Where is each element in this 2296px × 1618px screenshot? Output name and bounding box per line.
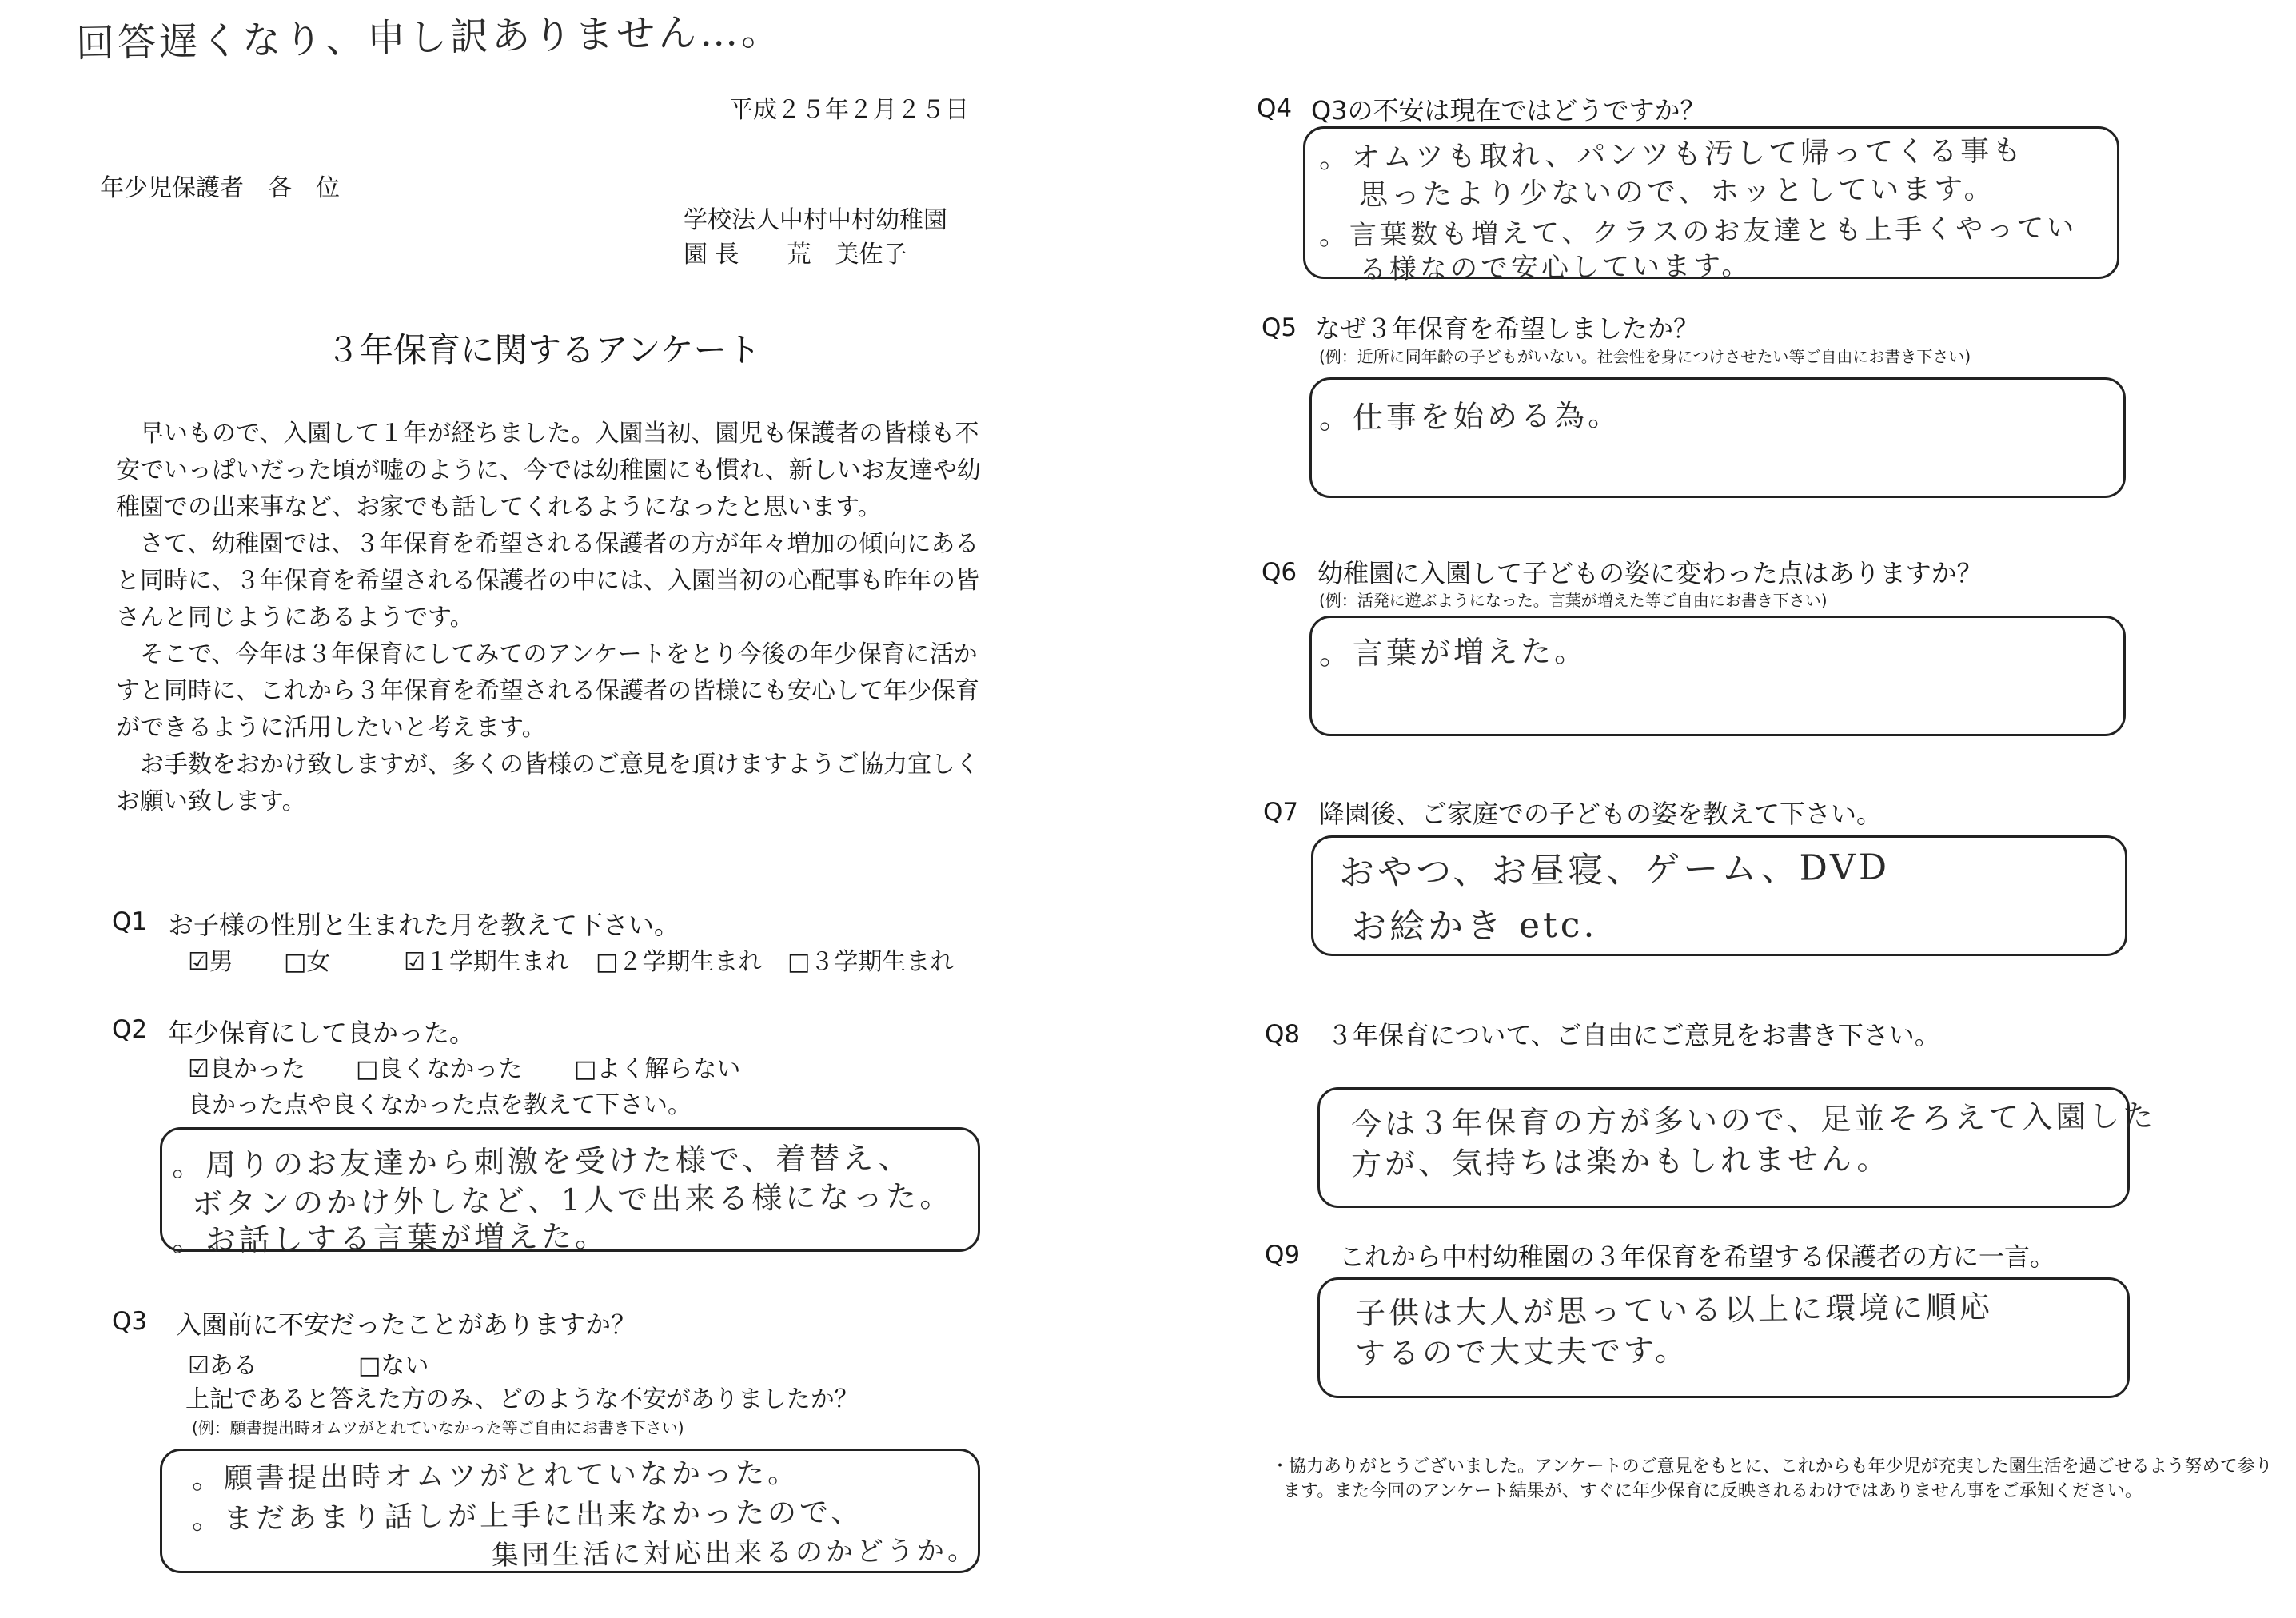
q3-example: (例：願書提出時オムツがとれていなかった等ご自由にお書き下さい) [192, 1418, 684, 1437]
q1-option-term3: □３学期生まれ [787, 948, 955, 976]
q4-question: Q3の不安は現在ではどうですか？ [1311, 95, 1706, 126]
q4-answer-line: 。オムツも取れ、パンツも汚して帰ってくる事も [1318, 134, 2025, 175]
q9-answer-line: するので大丈夫です。 [1354, 1332, 1689, 1372]
q4-answer-line: 思ったより少ないので、ホッとしています。 [1358, 172, 1996, 213]
q1-question: お子様の性別と生まれた月を教えて下さい。 [168, 910, 680, 940]
q7-answer-line: お絵かき etc. [1350, 904, 1598, 948]
handwritten-header-note: 回答遅くなり、申し訳ありません…。 [75, 9, 783, 66]
q6-answer-line: 。言葉が増えた。 [1318, 633, 1588, 672]
q5-label: Q5 [1262, 313, 1297, 342]
q6-label: Q6 [1262, 558, 1297, 587]
q1-option-term2: □２学期生まれ [596, 948, 763, 976]
q2-option-not-good: □良くなかった [356, 1055, 523, 1083]
q1-option-male: ☑男 [188, 948, 233, 976]
q2-option-good: ☑良かった [188, 1055, 305, 1083]
q4-answer-line: 。言葉数も増えて、クラスのお友達とも上手くやってい [1318, 212, 2078, 252]
q7-label: Q7 [1263, 798, 1299, 827]
q9-question: これから中村幼稚園の３年保育を希望する保護者の方に一言。 [1339, 1241, 2056, 1272]
q2-option-unsure: □よく解らない [574, 1055, 741, 1083]
q5-example: (例：近所に同年齢の子どもがいない。社会性を身につけさせたい等ご自由にお書き下さい) [1319, 347, 1971, 366]
q3-answer-line: 。まだあまり話しが上手に出来なかったので、 [191, 1496, 863, 1536]
q2-label: Q2 [112, 1015, 148, 1044]
q6-question: 幼稚園に入園して子どもの姿に変わった点はありますか？ [1317, 558, 1983, 588]
q8-label: Q8 [1265, 1020, 1301, 1049]
q8-answer-line: 今は３年保育の方が多いので、足並そろえて入園した [1350, 1098, 2157, 1142]
q4-answer-line: る様なので安心しています。 [1358, 249, 1752, 286]
q1-option-term1: ☑１学期生まれ [404, 948, 569, 976]
q3-answer-line: 集団生活に対応出来るのかどうか。 [491, 1534, 979, 1572]
q2-question: 年少保育にして良かった。 [168, 1018, 476, 1048]
q3-answer-line: 。願書提出時オムツがとれていなかった。 [191, 1457, 800, 1496]
q1-option-female: □女 [284, 948, 331, 976]
recipient: 年少児保護者 各 位 [100, 174, 340, 202]
q3-option-yes: ☑ある [188, 1352, 257, 1380]
intro-paragraph: 早いもので、入園して１年が経ちました。入園当初、園児も保護者の皆様も不安でいっぱいだった頃が嘘のように、今では幼稚園にも慣れ、新しいお友達や幼稚園での出来事など、お家でも話してくれるようになったと思います。 [116, 420, 981, 521]
intro-paragraph: そこで、今年は３年保育にしてみてのアンケートをとり今後の年少保育に活かすと同時に、これから３年保育を希望される保護者の皆様にも安心して年少保育ができるように活用したいと考えます。 [116, 640, 979, 742]
q2-answer-line: ボタンのかけ外しなど、1人で出来る様になった。 [191, 1178, 954, 1221]
document-date: 平成２５年２月２５日 [729, 96, 969, 124]
footer-note-line: ます。また今回のアンケート結果が、すぐに年少保育に反映されるわけではありません事をご承知ください。 [1283, 1481, 2143, 1501]
q7-answer-line: おやつ、お昼寝、ゲーム、DVD [1338, 847, 1891, 894]
page-title: ３年保育に関するアンケート [326, 330, 761, 369]
intro-text [116, 416, 983, 820]
q5-answer-line: 。仕事を始める為。 [1318, 397, 1622, 436]
q7-question: 降園後、ご家庭での子どもの姿を教えて下さい。 [1319, 799, 1883, 829]
q5-question: なぜ３年保育を希望しましたか？ [1315, 313, 1700, 344]
q4-label: Q4 [1257, 94, 1293, 123]
q9-answer-line: 子供は大人が思っている以上に環境に順応 [1354, 1289, 1994, 1332]
footer-note-line: ・協力ありがとうございました。アンケートのご意見をもとに、これからも年少児が充実した園生活を過ごせるよう努めて参り [1271, 1457, 2273, 1477]
q6-example: (例：活発に遊ぶようになった。言葉が増えた等ご自由にお書き下さい) [1319, 591, 1828, 610]
q3-option-no: □ない [358, 1352, 429, 1380]
q2-answer-line: 。周りのお友達から刺激を受けた様で、着替え、 [171, 1140, 912, 1183]
q3-subquestion: 上記であると答えた方のみ、どのような不安がありましたか？ [185, 1385, 859, 1413]
q9-label: Q9 [1265, 1241, 1301, 1269]
sender-org: 学校法人中村中村幼稚園 [684, 206, 947, 234]
q3-question: 入園前に不安だったことがありますか？ [176, 1309, 637, 1340]
q8-question: ３年保育について、ご自由にご意見をお書き下さい。 [1327, 1020, 1940, 1050]
intro-paragraph: さて、幼稚園では、３年保育を希望される保護者の方が年々増加の傾向にあると同時に、３年保育を希望される保護者の中には、入園当初の心配事も昨年の皆さんと同じようにあるようです。 [116, 530, 979, 632]
q2-subquestion: 良かった点や良くなかった点を教えて下さい。 [188, 1091, 692, 1119]
intro-paragraph: お手数をおかけ致しますが、多くの皆様のご意見を頂けますようご協力宜しくお願い致します。 [116, 751, 979, 815]
q8-answer-line: 方が、気持ちは楽かもしれません。 [1350, 1141, 1891, 1182]
q3-label: Q3 [112, 1307, 148, 1336]
q1-label: Q1 [112, 907, 148, 936]
q2-answer-line: 。お話しする言葉が増えた。 [171, 1218, 609, 1258]
sender-name: 園 長 荒 美佐子 [684, 241, 907, 269]
